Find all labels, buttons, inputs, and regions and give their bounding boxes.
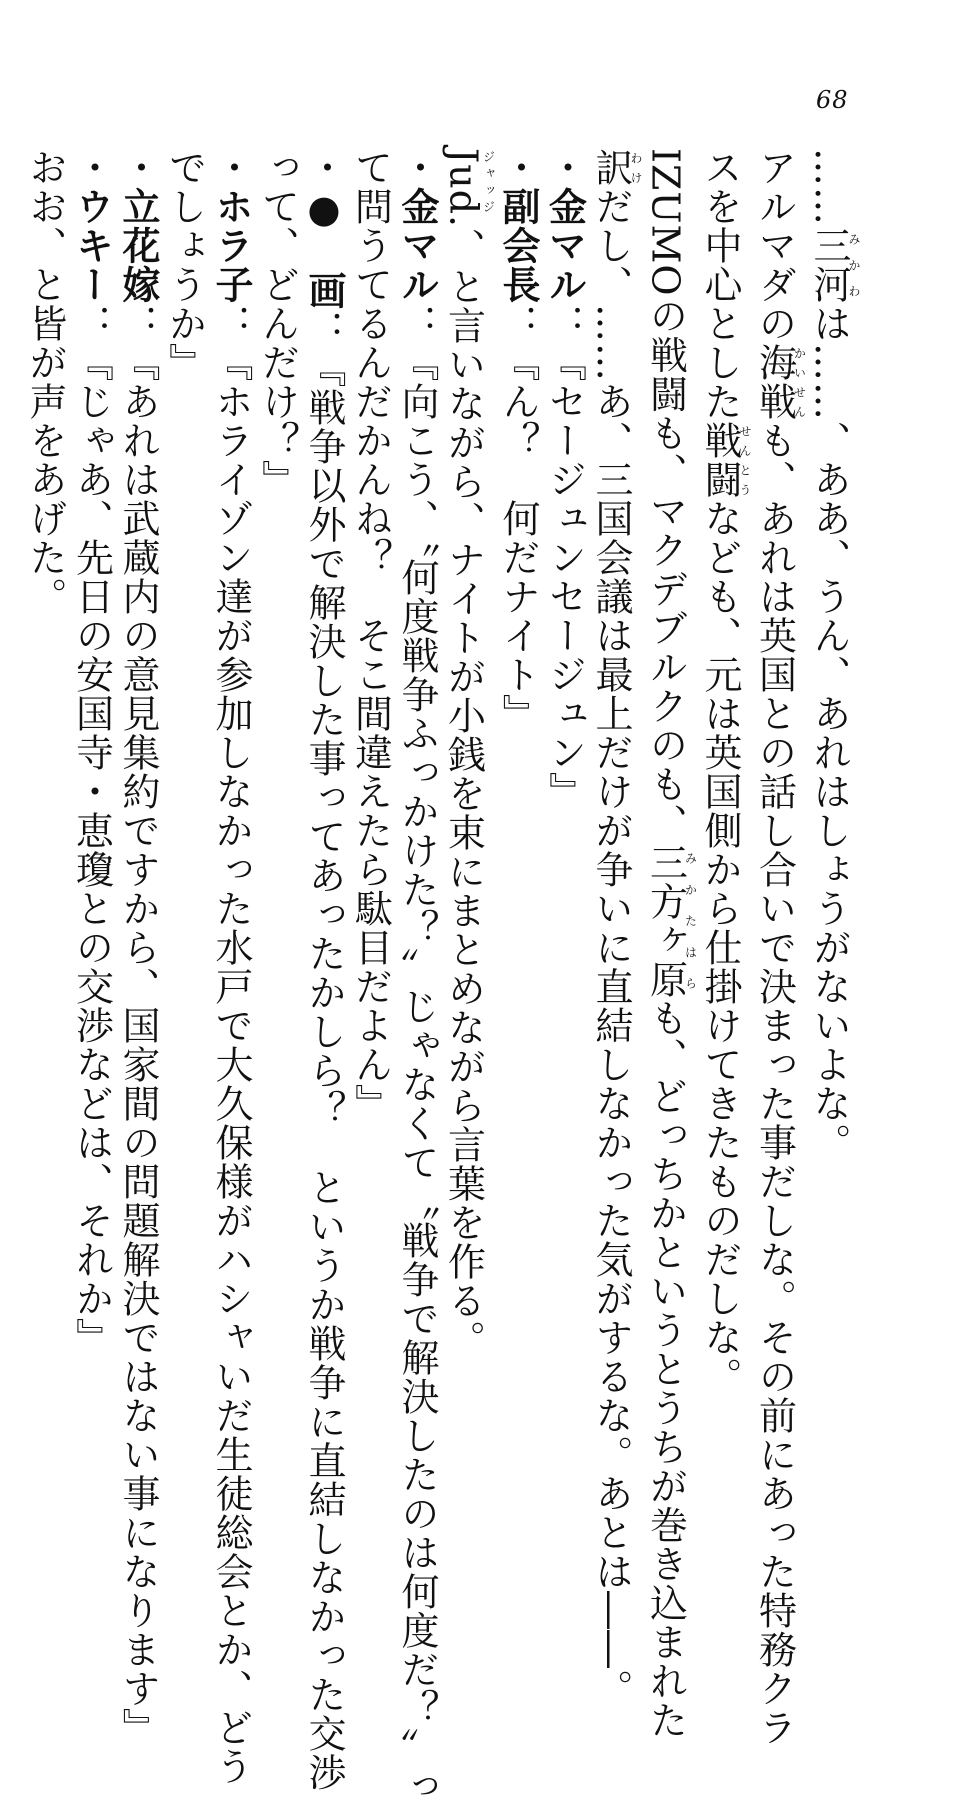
speaker-bullet: ・ [496, 148, 540, 187]
line-text: 『じゃあ、先日の安国寺・恵瓊との交渉などは、それか』 [69, 343, 114, 1357]
line-text: 『ホライゾン達が参加しなかった水戸で大久保様がハシャいだ生徒総会とか、どう [209, 343, 253, 1786]
speaker-name: 副会長 [496, 187, 540, 304]
ruby-word: 戦闘せんとう [698, 421, 752, 499]
line-text: は……、ああ、うん、あれはしょうがないよな。 [807, 304, 851, 1162]
speaker-name: ● 画 [302, 187, 346, 310]
speaker-colon: ： [542, 304, 587, 343]
line-text: .、と言いながら、ナイトが小銭を束にまとめながら言葉を作る。 [441, 215, 486, 1360]
text-line [115, 148, 162, 1747]
line-text: 『あれは武蔵内の意見集約ですから、国家間の問題解決ではない事になります』 [116, 343, 160, 1747]
ruby-word: 海戦かいせん [752, 343, 807, 421]
line-text: でしょうか』 [162, 148, 207, 382]
line-text: 『ん？ 何だナイト』 [496, 343, 540, 733]
line-text: おお、と皆が声をあげた。 [23, 148, 67, 616]
speaker-bullet: ・ [209, 148, 253, 187]
text-line [161, 148, 208, 1288]
ruby-reading: ジャッジ [481, 148, 496, 216]
ruby-word: 訳わけ [589, 148, 643, 187]
page-number: 68 [816, 86, 849, 114]
line-text: …… [807, 148, 851, 226]
text-line [301, 148, 348, 1792]
text-line [347, 148, 394, 1288]
line-text: スを中心とした [698, 148, 742, 421]
text-line [254, 148, 301, 1288]
text-line [697, 148, 752, 1396]
ruby-reading: わけ [629, 148, 643, 187]
text-line [208, 148, 255, 1786]
line-text: 『向こう、〝何度戦争ふっかけた？〟じゃなくて〝戦争で解決したのは何度だ？〟っ [395, 343, 439, 1806]
line-text: だし、……あ、三国会議は最上だけが争いに直結しなかった気がするな。あとは――。 [589, 187, 633, 1708]
speaker-colon: ： [395, 304, 439, 343]
ruby-reading: みかたはら [683, 842, 698, 999]
speaker-colon: ： [116, 304, 160, 343]
text-line [541, 148, 588, 1288]
line-text: も、どっちかというとうちが巻き込まれた [643, 998, 688, 1740]
speaker-bullet: ・ [302, 148, 346, 187]
text-line [642, 148, 698, 1740]
line-text: も、あれは英国との話し合いで決まった事だしな。その前にあった特務クラ [752, 421, 797, 1747]
speaker-name: ホラ子 [209, 187, 253, 304]
text-line [495, 148, 542, 1288]
ruby-reading: みかわ [847, 226, 861, 304]
line-text: て問うてるんだかんね？ そこ間違えたら駄目だよん』 [348, 148, 393, 1123]
speaker-bullet: ・ [542, 148, 587, 187]
ruby-word: Judジャッジ [441, 148, 496, 216]
speaker-name: ウキー [69, 187, 114, 304]
speaker-bullet: ・ [395, 148, 439, 187]
text-line [751, 148, 807, 1747]
speaker-colon: ： [209, 304, 253, 343]
text-line [68, 148, 115, 1357]
text-line [588, 148, 643, 1708]
speaker-bullet: ・ [116, 148, 160, 187]
text-line [440, 148, 496, 1360]
line-text: IZUMOの戦闘も、マクデブルクのも、 [643, 148, 688, 843]
speaker-colon: ： [302, 310, 346, 349]
ruby-reading: かいせん [792, 343, 807, 421]
speaker-name: 金マル [395, 187, 439, 304]
speaker-colon: ： [496, 304, 540, 343]
line-text: 『セージュンセージュン』 [542, 343, 587, 811]
text-line [22, 148, 69, 1288]
speaker-name: 金マル [542, 187, 587, 304]
speaker-bullet: ・ [69, 148, 114, 187]
ruby-word: 三河みかわ [807, 226, 861, 304]
text-line [806, 148, 861, 1288]
line-text: 『戦争以外で解決した事ってあったかしら？ というか戦争に直結しなかった交渉 [302, 349, 346, 1792]
line-text: って、どんだけ？』 [255, 148, 300, 499]
ruby-reading: せんとう [738, 421, 752, 499]
text-line [394, 148, 441, 1806]
speaker-name: 立花嫁 [116, 187, 160, 304]
vertical-text-body [22, 148, 861, 1806]
line-text: なども、元は英国側から仕掛けてきたものだしな。 [698, 499, 742, 1396]
speaker-colon: ： [69, 304, 114, 343]
ruby-word: 三方ヶ原みかたはら [643, 842, 698, 999]
line-text: アルマダの [752, 148, 797, 343]
